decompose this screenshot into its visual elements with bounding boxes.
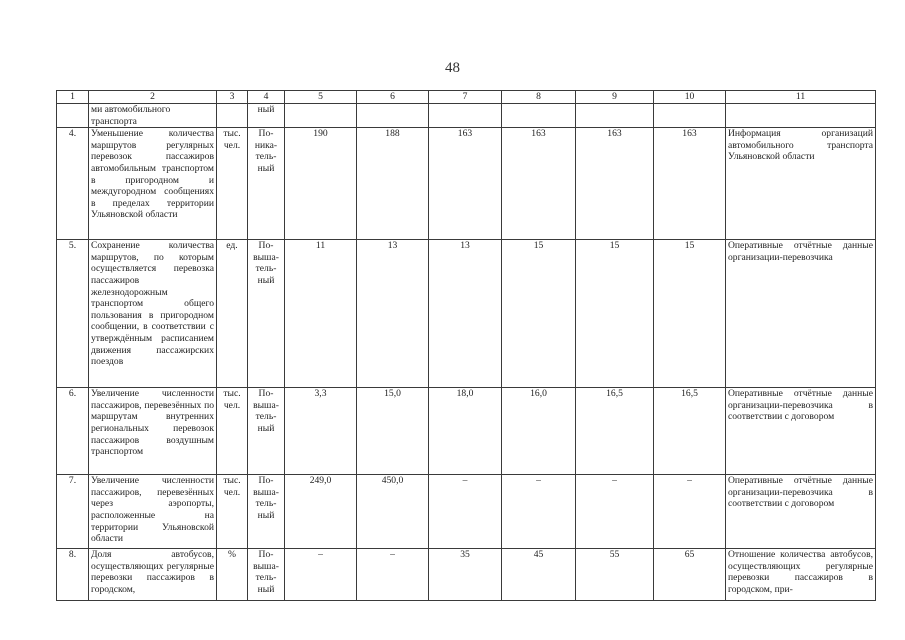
- value-cell: –: [429, 475, 502, 549]
- value-cell: 16,5: [576, 388, 654, 475]
- data-source: Оперативные отчётные данные организации-перевозчика в соответствии с договором: [726, 388, 876, 475]
- data-source: Отношение количества автобусов, осуществляющих регулярные перевозки пассажиров в городском, при-: [726, 549, 876, 601]
- row-number: 7.: [57, 475, 89, 549]
- indicator-type: По- ника- тель- ный: [248, 128, 285, 240]
- value-cell: [357, 104, 429, 128]
- table-row: [57, 388, 876, 475]
- value-cell: –: [654, 475, 726, 549]
- row-number: 4.: [57, 128, 89, 240]
- data-source: Информация организаций автомобильного транспорта Ульяновской области: [726, 128, 876, 240]
- column-header: 1: [57, 91, 89, 104]
- indicator-name: ми автомобильного транспорта: [89, 104, 217, 128]
- value-cell: 65: [654, 549, 726, 601]
- table-row: [57, 549, 876, 601]
- column-header: 11: [726, 91, 876, 104]
- value-cell: 15: [576, 240, 654, 388]
- indicator-name: Увеличение численности пассажиров, перевезённых по маршрутам внутренних региональных перевозок пассажиров воздушным транспортом: [89, 388, 217, 475]
- value-cell: –: [576, 475, 654, 549]
- value-cell: 188: [357, 128, 429, 240]
- value-cell: 18,0: [429, 388, 502, 475]
- unit: тыс. чел.: [217, 128, 248, 240]
- data-source: Оперативные отчётные данные организации-перевозчика: [726, 240, 876, 388]
- unit: тыс. чел.: [217, 388, 248, 475]
- unit: [217, 104, 248, 128]
- value-cell: 45: [502, 549, 576, 601]
- row-number: [57, 104, 89, 128]
- value-cell: 16,0: [502, 388, 576, 475]
- column-header: 2: [89, 91, 217, 104]
- indicator-type: По- выша- тель- ный: [248, 549, 285, 601]
- value-cell: [285, 104, 357, 128]
- value-cell: 163: [429, 128, 502, 240]
- column-header: 9: [576, 91, 654, 104]
- column-header: 3: [217, 91, 248, 104]
- value-cell: 190: [285, 128, 357, 240]
- indicator-type: По- выша- тель- ный: [248, 388, 285, 475]
- row-number: 8.: [57, 549, 89, 601]
- data-source: [726, 104, 876, 128]
- unit: тыс. чел.: [217, 475, 248, 549]
- value-cell: 15: [654, 240, 726, 388]
- indicator-name: Доля автобусов, осуществляющих регулярные перевозки пассажиров в городском,: [89, 549, 217, 601]
- value-cell: 55: [576, 549, 654, 601]
- column-header: 8: [502, 91, 576, 104]
- value-cell: 163: [654, 128, 726, 240]
- value-cell: [576, 104, 654, 128]
- table-row: [57, 128, 876, 240]
- indicators-table: [56, 90, 876, 601]
- value-cell: 11: [285, 240, 357, 388]
- table-row: [57, 104, 876, 128]
- column-header: 5: [285, 91, 357, 104]
- value-cell: 13: [357, 240, 429, 388]
- page-number: 48: [445, 60, 460, 76]
- unit: %: [217, 549, 248, 601]
- value-cell: 163: [576, 128, 654, 240]
- value-cell: 3,3: [285, 388, 357, 475]
- indicator-type: По- выша- тель- ный: [248, 240, 285, 388]
- value-cell: [502, 104, 576, 128]
- column-header: 6: [357, 91, 429, 104]
- value-cell: 35: [429, 549, 502, 601]
- value-cell: –: [357, 549, 429, 601]
- indicator-name: Сохранение количества маршрутов, по которым осуществляется перевозка пассажиров железнодорожным транспортом общего пользования в пригородном сообщении, в соответствии с утверждённым расписанием движения пассажирских поездов: [89, 240, 217, 388]
- value-cell: 16,5: [654, 388, 726, 475]
- value-cell: 450,0: [357, 475, 429, 549]
- value-cell: 163: [502, 128, 576, 240]
- value-cell: 13: [429, 240, 502, 388]
- indicator-name: Уменьшение количества маршрутов регулярных перевозок пассажиров автомобильным транспортом в пригородном и междугородном сообщениях в пределах территории Ульяновской области: [89, 128, 217, 240]
- value-cell: 249,0: [285, 475, 357, 549]
- value-cell: [429, 104, 502, 128]
- value-cell: 15: [502, 240, 576, 388]
- column-header: 10: [654, 91, 726, 104]
- indicator-type: По- выша- тель- ный: [248, 475, 285, 549]
- column-header: 7: [429, 91, 502, 104]
- value-cell: [654, 104, 726, 128]
- row-number: 5.: [57, 240, 89, 388]
- indicator-type: ный: [248, 104, 285, 128]
- value-cell: –: [285, 549, 357, 601]
- value-cell: –: [502, 475, 576, 549]
- indicator-name: Увеличение численности пассажиров, перевезённых через аэропорты, расположенные на территории Ульяновской области: [89, 475, 217, 549]
- header-row: [57, 91, 876, 104]
- unit: ед.: [217, 240, 248, 388]
- column-header: 4: [248, 91, 285, 104]
- row-number: 6.: [57, 388, 89, 475]
- data-source: Оперативные отчётные данные организации-перевозчика в соответствии с договором: [726, 475, 876, 549]
- table-row: [57, 475, 876, 549]
- value-cell: 15,0: [357, 388, 429, 475]
- table-row: [57, 240, 876, 388]
